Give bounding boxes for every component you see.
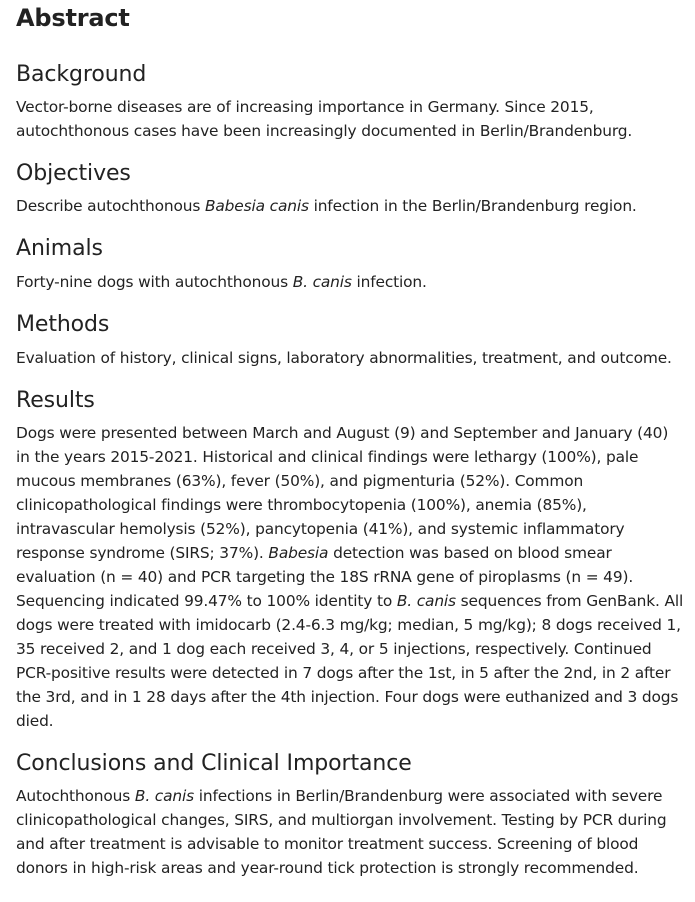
conclusions-text-start: Autochthonous <box>16 787 135 805</box>
results-heading: Results <box>16 388 95 413</box>
objectives-species-name: Babesia canis <box>204 197 309 215</box>
results-text-part1: Dogs were presented between March and August (9) and September and January (40) in the years 2015-2021. Historical and clinical findings were lethargy (100%), pale mucous membranes (63%), fever (50%), and pigmenturia (52%). Common clinicopathological findings were thrombocytopenia (100%), anemia (85%), intravascular hemolysis (52%), pancytopenia (41%), and systemic inflammatory response syndrome (SIRS; 37%). <box>16 424 669 562</box>
conclusions-text <box>16 784 685 880</box>
results-text-part2: detection was based on blood smear evaluation (n = 40) and PCR targeting the 18S rRNA gene of piroplasms (n = 49). Sequencing indicated 99.47% to 100% identity to <box>16 544 634 610</box>
section-animals <box>16 235 685 294</box>
background-heading: Background <box>16 62 147 87</box>
results-text-part3: sequences from GenBank. All dogs were treated with imidocarb (2.4-6.3 mg/kg; median, 5 mg/kg); 8 dogs received 1, 35 received 2, and 1 dog each received 3, 4, or 5 injections, respectively. Continued PCR-positive results were detected in 7 dogs after the 1st, in 5 after the 2nd, in 2 after the 3rd, and in 1 28 days after the 4th injection. Four dogs were euthanized and 3 dogs died. <box>16 592 684 730</box>
animals-text <box>16 270 685 294</box>
section-results <box>16 387 685 733</box>
section-background <box>16 61 685 143</box>
conclusions-heading: Conclusions and Clinical Importance <box>16 751 412 776</box>
conclusions-species-name: B. canis <box>134 787 194 805</box>
conclusions-text-end: infections in Berlin/Brandenburg were associated with severe clinicopathological changes, SIRS, and multiorgan involvement. Testing by PCR during and after treatment is advisable to monitor treatment success. Screening of blood donors in high-risk areas and year-round tick protection is strongly recommended. <box>16 787 667 877</box>
methods-text: Evaluation of history, clinical signs, laboratory abnormalities, treatment, and outcome. <box>16 349 672 367</box>
methods-heading: Methods <box>16 312 110 337</box>
section-objectives <box>16 160 685 218</box>
objectives-text-start: Describe autochthonous <box>16 197 205 215</box>
results-text <box>16 421 685 733</box>
section-conclusions <box>16 750 685 880</box>
results-genus-name: Babesia <box>268 544 329 562</box>
objectives-text-end: infection in the Berlin/Brandenburg region. <box>308 197 637 215</box>
animals-text-end: infection. <box>351 273 427 291</box>
animals-text-start: Forty-nine dogs with autochthonous <box>16 273 293 291</box>
objectives-text <box>16 194 685 218</box>
objectives-heading: Objectives <box>16 161 131 186</box>
animals-species-name: B. canis <box>292 273 352 291</box>
abstract-title: Abstract <box>16 4 130 32</box>
section-methods <box>16 311 685 370</box>
results-species-name: B. canis <box>396 592 456 610</box>
background-text: Vector-borne diseases are of increasing importance in Germany. Since 2015, autochthonous cases have been increasingly documented in Berlin/Brandenburg. <box>16 98 633 140</box>
animals-heading: Animals <box>16 236 103 261</box>
